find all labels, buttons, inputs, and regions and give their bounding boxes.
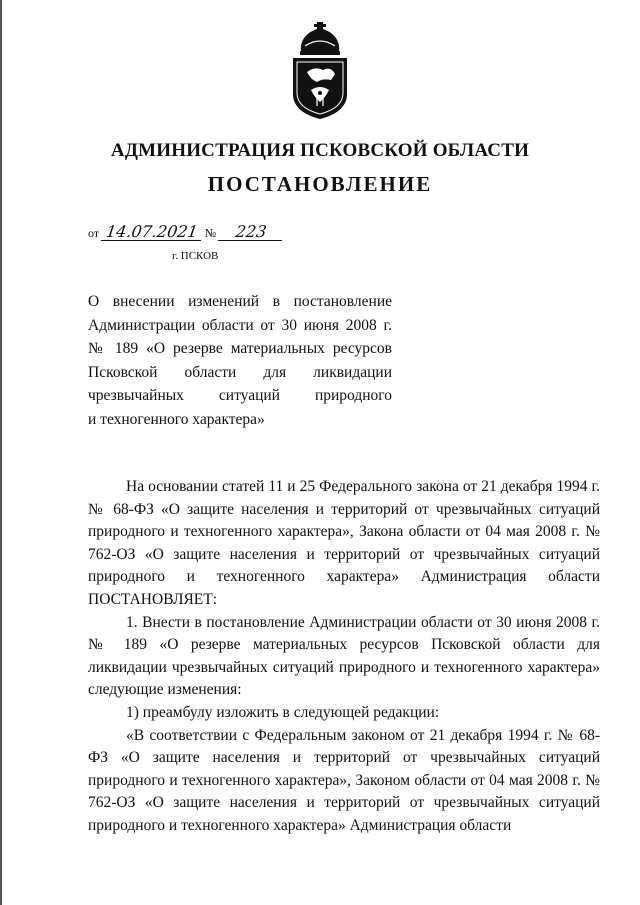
document-body <box>88 476 600 838</box>
handwritten-date: 14.07.2021 <box>101 224 203 241</box>
subject-line: чрезвычайных ситуаций природного <box>88 387 392 404</box>
handwritten-number: 223 <box>218 224 284 241</box>
body-paragraph: На основании статей 11 и 25 Федерального закона от 21 декабря 1994 г. № 68-ФЗ «О защите населения и территорий от чрезвычайных ситуаций природного и техногенного характера», Закона области от 04 мая 2008 г. № 762-ОЗ «О защите населения и территорий от чрезвычайных ситуаций природного и техногенного характера» Администрация области ПОСТАНОВЛЯЕТ: <box>88 478 600 608</box>
document-subject <box>88 290 392 431</box>
body-paragraph: 1) преамбулу изложить в следующей редакции: <box>126 703 440 721</box>
coat-of-arms-emblem <box>287 22 353 120</box>
date-number-line <box>88 224 283 241</box>
subject-line: № 189 «О резерве материальных ресурсов <box>88 340 392 357</box>
subject-line: и техногенного характера» <box>88 410 265 428</box>
from-label: от <box>88 226 100 240</box>
body-paragraph: «В соответствии с Федеральным законом от 21 декабря 1994 г. № 68-ФЗ «О защите населения и территорий от чрезвычайных ситуаций природного и техногенного характера», Законом области от 04 мая 2008 г. № 762-ОЗ «О защите населения и территорий от чрезвычайных ситуаций природного и техногенного характера» Администрация области <box>88 726 600 834</box>
document-type-title: ПОСТАНОВЛЕНИЕ <box>207 172 433 196</box>
body-paragraph: 1. Внести в постановление Администрации области от 30 июня 2008 г. № 189 «О резерве материальных ресурсов Псковской области для ликвидации чрезвычайных ситуаций природного и техногенного характера» следующие изменения: <box>88 613 600 699</box>
subject-line: Псковской области для ликвидации <box>88 363 392 381</box>
subject-line: Администрации области от 30 июня 2008 г. <box>88 316 392 334</box>
number-label: № <box>204 226 217 240</box>
scan-edge <box>0 0 2 905</box>
subject-line: О внесении изменений в постановление <box>88 293 392 310</box>
city-label: г. ПСКОВ <box>172 250 219 262</box>
organization-title: АДМИНИСТРАЦИЯ ПСКОВСКОЙ ОБЛАСТИ <box>110 140 530 161</box>
